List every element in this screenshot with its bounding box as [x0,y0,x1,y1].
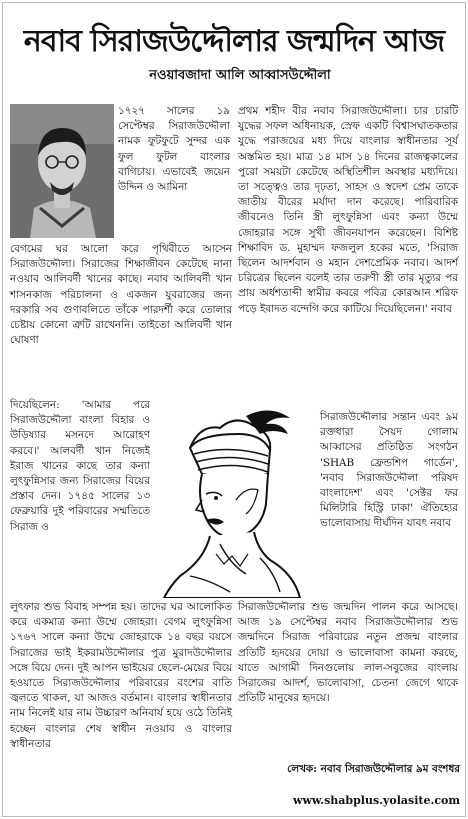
article-paragraph: ১৭২৭ সালের ১৯ সেপ্টেম্বর সিরাজউদ্দৌলা নামক ফুটফুটে সুন্দর এক ফুল ফুটল বাংলার বাগিচায়। এভাবেই জয়েন উদ্দিন ও আমিনা [118,105,230,194]
article-paragraph: লুৎফার শুভ বিবাহ সম্পন্ন হয়। তাদের ঘর আলোকিত করে একমাত্র কন্যা উম্মে জোহরা। বেগম লুৎফুন্নিসা ১৭৬৭ সালে কন্যা উম্মে জোহরাকে ১৪ বছর বয়সে সিরাজের ভাই ইকরামউদ্দৌলার পুত্র মুরাদউদ্দৌলার সঙ্গে বিয়ে দেন। দুই আপন ভাইয়ের ছেলে-মেয়ের বিয়ে হওয়াতে সিরাজউদ্দৌলার পরিবারের বংশের বাতি জ্বলতে থাকল, যা আজও বর্তমান। বাংলার স্বাধীনতার নাম নিলেই যার নাম উচ্চারণ অনিবার্য হয়ে ওঠে তিনিই হচ্ছেন বাংলার শেষ স্বাধীন নওয়াব ও বাংলার স্বাধীনতার [10,601,232,750]
article-paragraph: সিরাজউদ্দৌলার শুভ জন্মদিন পালন করে আসছে। আজ ১৯ সেপ্টেম্বর নবাব সিরাজউদ্দৌলার শুভ জন্মদিনে সিরাজ পরিবারের নতুন প্রজন্ম বাংলার প্রতিটি হৃদয়ের দোয়া ও ভালোবাসা কামনা করছে, যাতে আগামী দিনগুলোয় লাল-সবুজের বাংলায় সিরাজের আদর্শ, ভালোবাসা, চেতনা জেগে থাকে প্রতিটি মানুষের হৃদয়ে। [238,601,458,705]
article-paragraph: সিরাজউদ্দৌলার সন্তান এবং ৯ম রক্তধারা সৈয়দ গোলাম আব্বাসের প্রতিষ্ঠিত সংগঠন 'SHAB ফ্রেন্ডশিপ গার্ডেন', 'নবাব সিরাজউদ্দৌলা পরিষদ বাংলাদেশ' এবং 'সেক্টর ফর মিলিটারি হিস্ট্রি ঢাকা' ঐতিহ্যের ভালোবাসায় দীর্ঘদিন যাবৎ নবাব [320,411,458,530]
nawab-portrait-illustration [150,404,316,598]
author-photo [10,104,114,238]
article-paragraph: বেগমের ঘর আলো করে পৃথিবীতে আসেন সিরাজউদ্দৌলা। সিরাজের শিক্ষাজীবন কেটেছে নানা নওয়াব আলিবর্দী খানের কাছে। নবাব আলিবর্দী খান শাসনকাজ পরিচালনা ও একজন যুবরাজের জন্য দরকারি সব গুণাবলিতে তাঁকে পারদর্শী করে তোলার চেষ্টায় কোনো ত্রুটি রাখেননি। তাইতো আলিবর্দী খান ঘোষণা [10,243,232,347]
article-paragraph: দিয়েছিলেন: 'আমার পরে সিরাজউদ্দৌলা বাংলা বিহার ও উড়িষ্যার মসনদে আরোহণ করবে।' আলবর্দী খান নিজেই ইরাজ খানের কাছে তার কন্যা লুৎফুন্নিসার জন্য সিরাজের বিয়ের প্রস্তাব দেন। ১৭৪৫ সালের ১৩ ফেব্রুয়ারি দুই পরিবারের সম্মতিতে সিরাজ ও [10,399,150,533]
byline: নওয়াবজাদা আলি আব্বাসউদ্দৌলা [149,68,331,83]
article-paragraph: প্রথম শহীদ বীর নবাব সিরাজউদ্দৌলা। চার চারটি যুদ্ধের সফল অধিনায়ক, স্রেফ একটি বিশ্বাসঘাতকতার যুদ্ধে পরাজয়ের মধ্য দিয়ে বাংলার স্বাধীনতার সূর্য অস্তমিত হয়। মাত্র ১৪ মাস ১৪ দিনের রাজত্বকালের পুরো সময়টা কেটেছে অস্থিতিশীল অবস্থার মধ্যদিয়ে। তা সত্ত্বেও তার দৃঢ়তা, সাহস ও স্বদেশ প্রেম তাকে জাতীয় বীরের মর্যাদা দান করেছে। পারিবারিক জীবনেও তিনি স্ত্রী লুৎফুন্নিসা এবং কন্যা উম্মে জোহরার সঙ্গে সুখী জীবনযাপন করেছেন। বিশিষ্ট শিক্ষাবিদ ড. মুহাম্মদ ফজলুল হকের মতে, 'সিরাজ ছিলেন আদর্শবান ও মহান দেশপ্রেমিক নবাব। আদর্শ চরিত্রের ছিলেন বলেই তার তরুণী স্ত্রী তার মৃত্যুর পর প্রায় অর্ধশতাব্দী স্বামীর কবরে পবিত্র কোরআন শরিফ পড়ে ইবাদত বন্দেগি করে কাটিয়ে দিয়েছিলেন।' নবাব [238,105,458,315]
author-credit: লেখক: নবাব সিরাজউদ্দৌলার ৯ম বংশধর [287,763,460,775]
website-url: www.shabplus.yolasite.com [292,794,460,807]
headline: নবাব সিরাজউদ্দৌলার জন্মদিন আজ [23,24,445,59]
